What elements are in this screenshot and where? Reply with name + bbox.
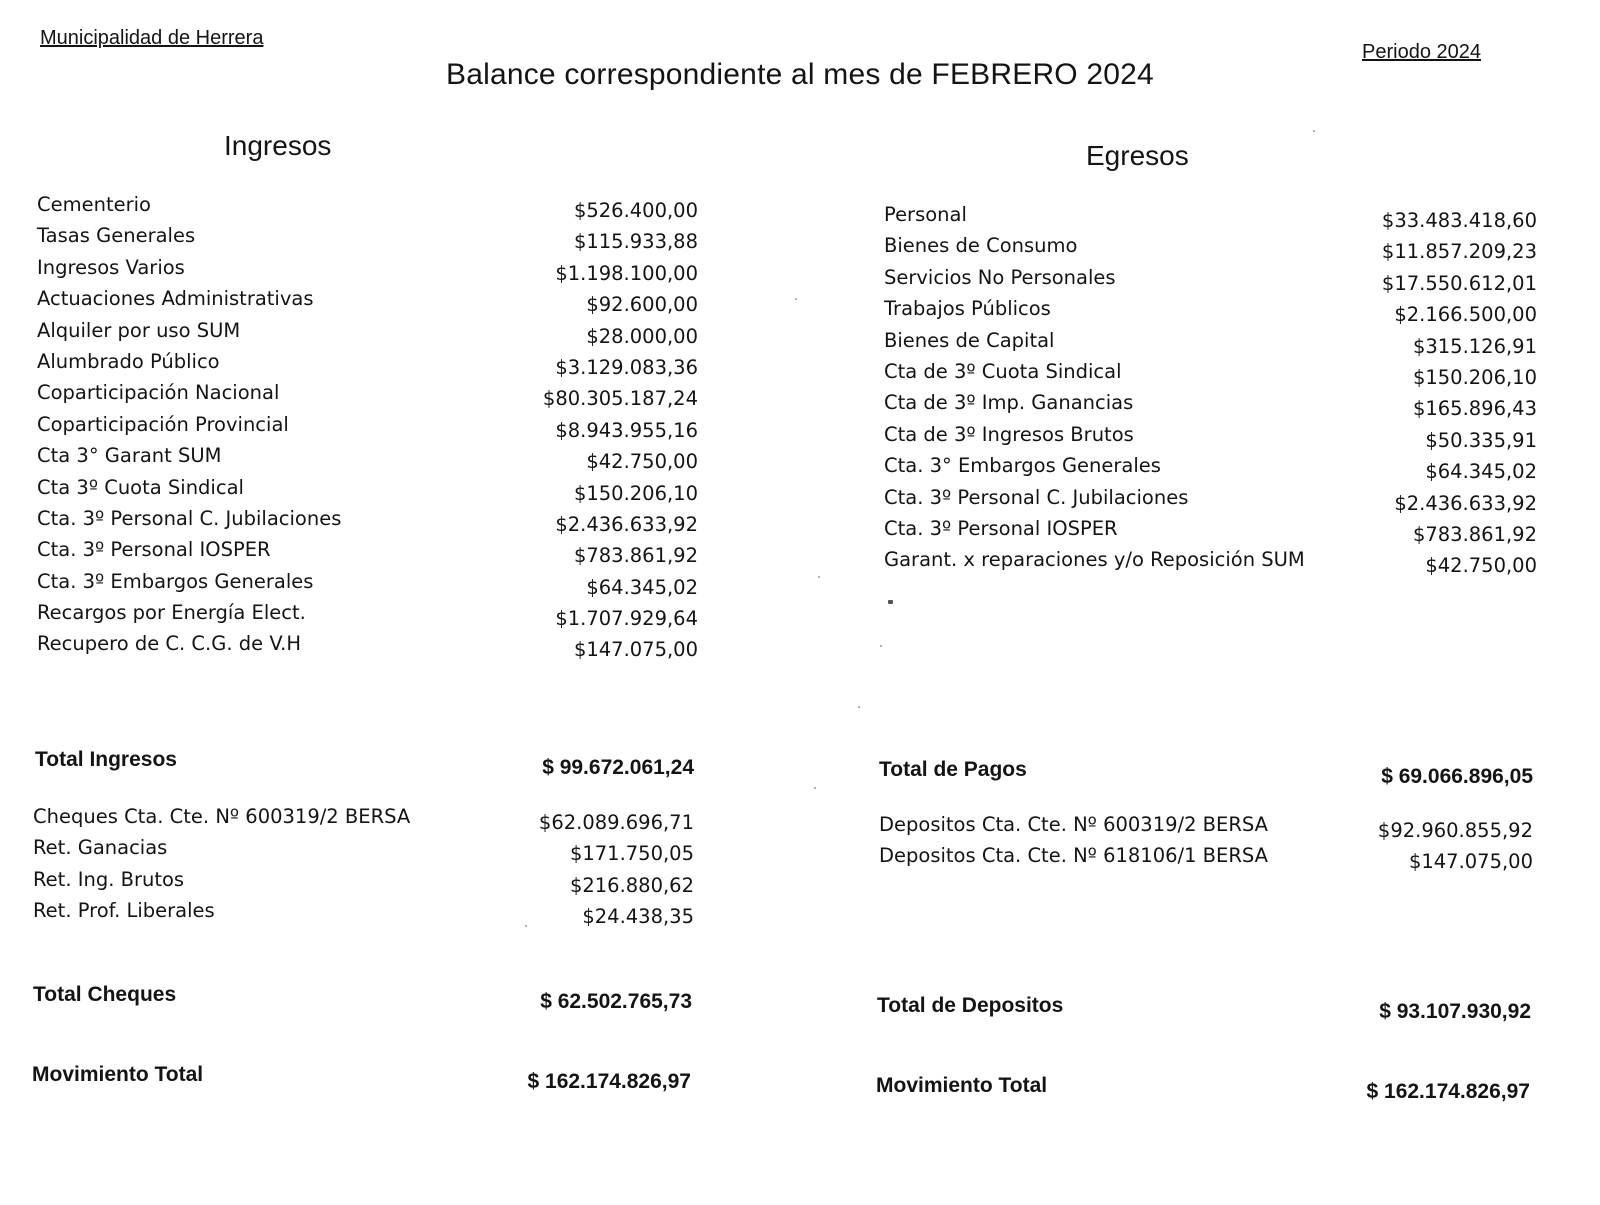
ingresos-row [37,507,698,538]
row-value: $150.206,10 [1412,365,1537,389]
row-label: Garant. x reparaciones y/o Reposición SUM [884,548,1305,572]
egresos-row [884,391,1537,422]
scan-speck [888,600,893,604]
row-label: Cta de 3º Imp. Ganancias [884,391,1134,415]
row-value: $80.305.187,24 [542,387,698,411]
row-label: Depositos Cta. Cte. Nº 600319/2 BERSA [879,813,1269,836]
row-label: Cta. 3º Personal IOSPER [884,516,1118,540]
row-value: $42.750,00 [586,450,698,474]
row-label: Ret. Ganacias [33,836,168,860]
document-title: Balance correspondiente al mes de FEBRERO 2024 [446,58,1154,91]
ingresos-row [37,381,698,412]
row-label: Ret. Prof. Liberales [33,899,215,923]
row-label: Cta de 3º Ingresos Brutos [884,422,1134,446]
movimiento-total-egresos-value: $ 162.174.826,97 [1366,1080,1530,1103]
row-label: Personal [884,203,967,226]
row-label: Bienes de Capital [884,328,1055,352]
row-value: $92.600,00 [586,293,698,317]
egresos-row [884,234,1537,265]
period-label: Periodo 2024 [1362,41,1481,63]
row-value: $33.483.418,60 [1381,209,1537,232]
total-pagos-label: Total de Pagos [879,758,1027,781]
egresos-row [884,517,1537,548]
row-value: $315.126,91 [1412,334,1537,358]
scan-speck [525,925,527,927]
ingresos-row [37,224,698,255]
organization-name: Municipalidad de Herrera [40,27,264,49]
ingresos-row [37,319,698,350]
scan-speck [795,298,797,300]
row-value: $28.000,00 [586,324,698,348]
row-label: Coparticipación Provincial [37,412,289,436]
ingresos-heading: Ingresos [224,130,332,161]
row-value: $783.861,92 [1412,522,1537,546]
ingresos-row [37,570,698,601]
total-ingresos-value: $ 99.672.061,24 [542,756,694,779]
ingresos-row [37,601,698,632]
row-value: $150.206,10 [573,481,698,505]
row-value: $24.438,35 [582,905,694,929]
cheques-row [33,899,694,930]
row-value: $165.896,43 [1412,397,1537,421]
ingresos-row [37,256,698,287]
row-label: Tasas Generales [37,224,196,248]
cheques-list [33,805,694,931]
row-label: Servicios No Personales [884,265,1116,289]
egresos-row [884,423,1537,454]
row-label: Actuaciones Administrativas [37,287,314,311]
row-value: $1.198.100,00 [555,261,698,285]
row-value: $216.880,62 [569,873,694,897]
egresos-row [884,360,1537,391]
ingresos-row [37,538,698,569]
row-value: $171.750,05 [569,842,694,866]
scan-speck [1313,130,1315,132]
ingresos-row [37,476,698,507]
scan-speck [880,645,882,647]
cheques-row [33,805,694,836]
egresos-row [884,203,1537,234]
row-label: Trabajos Públicos [884,297,1051,321]
row-label: Depositos Cta. Cte. Nº 618106/1 BERSA [879,844,1269,868]
row-value: $64.345,02 [1425,460,1537,484]
egresos-row [884,329,1537,360]
row-value: $17.550.612,01 [1381,271,1537,295]
row-value: $50.335,91 [1425,428,1537,452]
scan-speck [814,787,816,789]
row-value: $11.857.209,23 [1381,240,1537,264]
row-value: $1.707.929,64 [555,607,698,631]
depositos-row [879,813,1533,844]
row-value: $92.960.855,92 [1377,819,1533,842]
total-ingresos-label: Total Ingresos [35,748,177,771]
ingresos-row [37,193,698,224]
depositos-row [879,844,1533,875]
egresos-row [884,548,1537,579]
total-cheques-value: $ 62.502.765,73 [540,990,692,1013]
row-value: $783.861,92 [573,544,698,568]
ingresos-list [37,193,698,664]
ingresos-row [37,350,698,381]
movimiento-total-ingresos-value: $ 162.174.826,97 [527,1070,691,1093]
cheques-row [33,868,694,899]
row-label: Cta. 3º Personal IOSPER [37,538,271,562]
row-label: Alquiler por uso SUM [37,318,241,342]
row-label: Cementerio [37,193,151,216]
egresos-row [884,454,1537,485]
total-depositos-value: $ 93.107.930,92 [1379,1000,1531,1023]
ingresos-row [37,413,698,444]
ingresos-row [37,444,698,475]
row-label: Recupero de C. C.G. de V.H [37,632,302,656]
row-label: Cta. 3º Personal C. Jubilaciones [884,485,1189,509]
row-value: $62.089.696,71 [538,811,694,834]
scan-speck [818,576,820,578]
ingresos-row [37,287,698,318]
row-label: Cheques Cta. Cte. Nº 600319/2 BERSA [33,805,411,828]
row-label: Ret. Ing. Brutos [33,867,185,891]
row-value: $3.129.083,36 [555,355,698,379]
row-value: $42.750,00 [1425,554,1537,578]
egresos-row [884,266,1537,297]
egresos-row [884,297,1537,328]
row-value: $2.166.500,00 [1394,303,1537,327]
row-label: Alumbrado Público [37,349,220,373]
total-pagos-value: $ 69.066.896,05 [1381,765,1533,788]
row-label: Cta 3° Garant SUM [37,444,222,468]
row-label: Bienes de Consumo [884,234,1078,258]
cheques-row [33,836,694,867]
row-label: Cta. 3º Personal C. Jubilaciones [37,506,342,530]
egresos-row [884,486,1537,517]
row-label: Recargos por Energía Elect. [37,601,306,625]
row-value: $64.345,02 [586,575,698,599]
total-cheques-label: Total Cheques [33,983,177,1006]
egresos-list [884,203,1537,580]
row-label: Cta. 3º Embargos Generales [37,569,314,593]
row-label: Cta. 3° Embargos Generales [884,454,1161,478]
row-value: $8.943.955,16 [555,418,698,442]
row-value: $526.400,00 [573,199,698,222]
movimiento-total-egresos-label: Movimiento Total [876,1074,1048,1097]
depositos-list [879,813,1533,876]
row-label: Ingresos Varios [37,255,185,279]
row-label: Cta de 3º Cuota Sindical [884,359,1122,383]
movimiento-total-ingresos-label: Movimiento Total [32,1063,204,1086]
total-depositos-label: Total de Depositos [877,994,1064,1017]
row-value: $147.075,00 [573,638,698,662]
egresos-heading: Egresos [1086,140,1189,171]
row-value: $2.436.633,92 [1394,491,1537,515]
row-label: Coparticipación Nacional [37,381,280,405]
row-value: $147.075,00 [1408,850,1533,874]
row-value: $115.933,88 [573,230,698,254]
scan-speck [858,706,860,708]
row-label: Cta 3º Cuota Sindical [37,475,244,499]
row-value: $2.436.633,92 [555,512,698,536]
ingresos-row [37,632,698,663]
